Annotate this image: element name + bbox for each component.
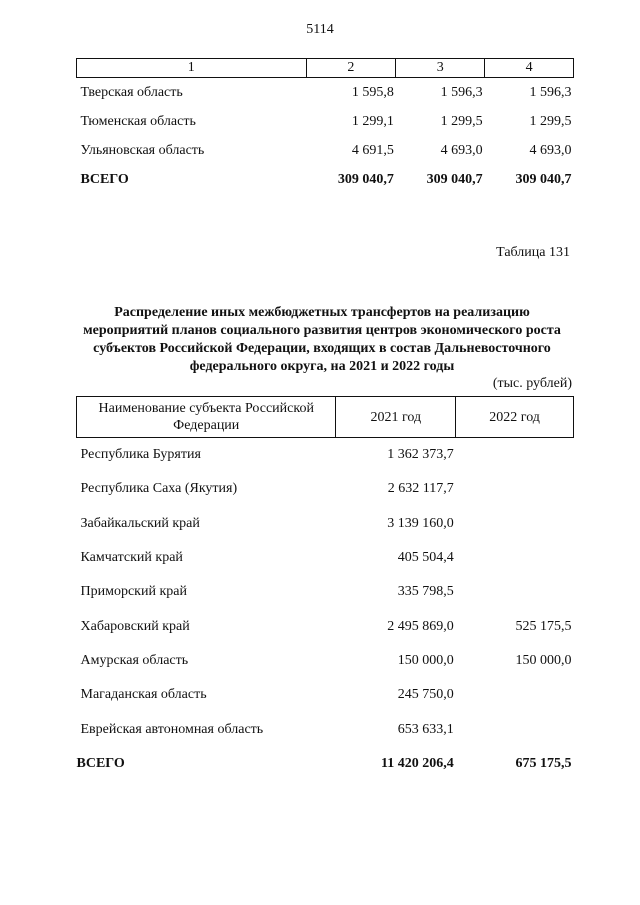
total-row	[77, 747, 574, 781]
column-header-2022: 2022 год	[456, 397, 574, 438]
total-label: ВСЕГО	[76, 755, 125, 771]
value-2022	[456, 438, 574, 473]
value-2021: 2 495 869,0	[387, 618, 454, 634]
value-cell: 1 299,5	[529, 113, 572, 129]
region-name: Республика Саха (Якутия)	[80, 481, 238, 497]
table-title: Распределение иных межбюджетных трансфертов на реализацию мероприятий планов социального развития центров экономического роста субъектов Российской Федерации, входящих в состав Дальневосточного федерального округа, на 2021 и 2022 годы	[83, 305, 561, 374]
column-header-subject: Наименование субъекта Российской Федерации	[77, 397, 336, 438]
table-number-label: Таблица 131	[496, 245, 570, 260]
value-2022	[456, 712, 574, 746]
column-header: 1	[77, 59, 307, 78]
table-row	[77, 678, 574, 712]
column-header: 3	[396, 59, 485, 78]
total-row	[77, 165, 574, 194]
table-row	[77, 507, 574, 541]
value-2021: 245 750,0	[397, 687, 454, 703]
table-continuation	[76, 58, 574, 194]
region-name: Тверская область	[80, 84, 183, 100]
total-label: ВСЕГО	[80, 171, 129, 187]
total-value-2022: 675 175,5	[515, 755, 572, 771]
region-name: Тюменская область	[80, 113, 196, 129]
value-2022	[456, 678, 574, 712]
value-2021: 405 504,4	[397, 550, 454, 566]
value-cell: 4 691,5	[351, 142, 394, 158]
total-value: 309 040,7	[515, 171, 572, 187]
table-header-row	[77, 397, 574, 438]
total-value: 309 040,7	[337, 171, 394, 187]
region-name: Ульяновская область	[80, 142, 205, 158]
total-value-2021: 11 420 206,4	[380, 755, 454, 771]
column-header: 2	[306, 59, 396, 78]
value-2022: 525 175,5	[515, 618, 572, 634]
region-name: Забайкальский край	[80, 515, 200, 531]
table-row	[77, 438, 574, 473]
value-2021: 3 139 160,0	[387, 515, 454, 531]
region-name: Камчатский край	[80, 550, 183, 566]
value-2021: 653 633,1	[397, 721, 454, 737]
column-header-2021: 2021 год	[336, 397, 456, 438]
value-2021: 150 000,0	[397, 652, 454, 668]
region-name: Приморский край	[80, 584, 187, 600]
region-name: Амурская область	[80, 652, 189, 668]
value-2021: 335 798,5	[397, 584, 454, 600]
value-cell: 1 595,8	[351, 84, 394, 100]
region-name: Магаданская область	[80, 687, 207, 703]
table-header-row	[77, 59, 574, 78]
region-name: Хабаровский край	[80, 618, 190, 634]
table-row	[77, 472, 574, 506]
page-number: 5114	[306, 22, 334, 37]
value-2021: 2 632 117,7	[387, 481, 454, 497]
value-cell: 1 596,3	[529, 84, 572, 100]
value-cell: 1 299,5	[440, 113, 483, 129]
table-row	[77, 136, 574, 165]
value-cell: 4 693,0	[529, 142, 572, 158]
table-row	[77, 609, 574, 643]
value-cell: 1 596,3	[440, 84, 483, 100]
value-2022: 150 000,0	[515, 652, 572, 668]
value-2021: 1 362 373,7	[387, 447, 454, 463]
table-row	[77, 644, 574, 678]
table-row	[77, 575, 574, 609]
units-label: (тыс. рублей)	[492, 376, 572, 391]
region-name: Республика Бурятия	[80, 447, 201, 463]
table-131	[76, 396, 574, 781]
region-name: Еврейская автономная область	[80, 721, 264, 737]
table-row	[77, 541, 574, 575]
table-row	[77, 712, 574, 746]
value-cell: 1 299,1	[351, 113, 394, 129]
value-cell: 4 693,0	[440, 142, 483, 158]
table-row	[77, 107, 574, 136]
total-value: 309 040,7	[426, 171, 483, 187]
value-2022	[456, 541, 574, 575]
column-header: 4	[485, 59, 574, 78]
value-2022	[456, 507, 574, 541]
table-row	[77, 78, 574, 108]
value-2022	[456, 472, 574, 506]
value-2022	[456, 575, 574, 609]
